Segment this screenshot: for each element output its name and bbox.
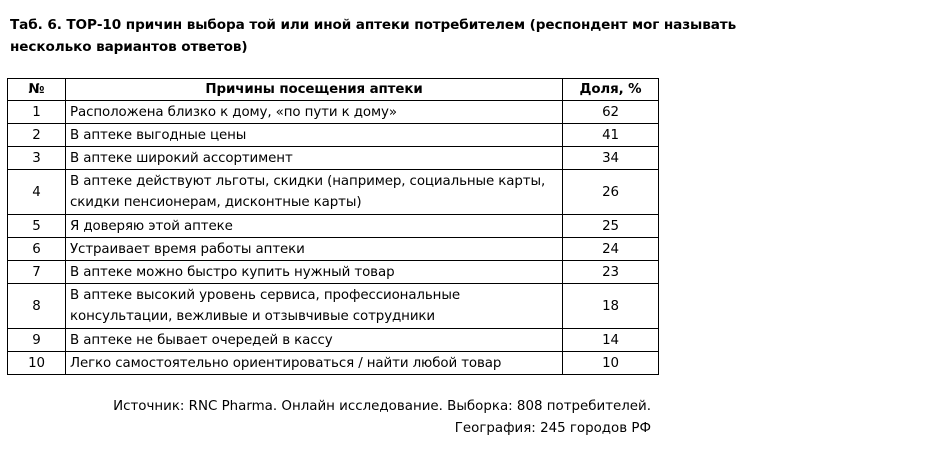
row-number: 6 — [8, 238, 66, 261]
row-share: 23 — [563, 261, 659, 284]
table-row — [8, 124, 659, 147]
row-share: 18 — [563, 284, 659, 329]
source-line: Источник: RNC Pharma. Онлайн исследование. Выборка: 808 потребителей. — [113, 399, 651, 414]
row-number: 7 — [8, 261, 66, 284]
row-number: 9 — [8, 329, 66, 352]
table-row — [8, 215, 659, 238]
table-row — [8, 352, 659, 375]
row-number: 2 — [8, 124, 66, 147]
row-reason: В аптеке широкий ассортимент — [66, 147, 563, 170]
table-row — [8, 101, 659, 124]
row-number: 3 — [8, 147, 66, 170]
source-note — [0, 396, 651, 440]
row-reason: В аптеке действуют льготы, скидки (например, социальные карты, скидки пенсионерам, дисконтные карты) — [66, 170, 563, 215]
table-row — [8, 147, 659, 170]
table-row — [8, 238, 659, 261]
table-row — [8, 261, 659, 284]
row-share: 34 — [563, 147, 659, 170]
table-row — [8, 170, 659, 215]
row-reason: В аптеке выгодные цены — [66, 124, 563, 147]
reasons-table — [7, 78, 659, 375]
column-header-reason: Причины посещения аптеки — [66, 79, 563, 101]
table-row — [8, 329, 659, 352]
row-number: 5 — [8, 215, 66, 238]
row-number: 10 — [8, 352, 66, 375]
row-share: 26 — [563, 170, 659, 215]
row-reason: В аптеке высокий уровень сервиса, профессиональные консультации, вежливые и отзывчивые сотрудники — [66, 284, 563, 329]
row-share: 41 — [563, 124, 659, 147]
geography-line: География: 245 городов РФ — [454, 421, 651, 436]
row-share: 14 — [563, 329, 659, 352]
row-number: 8 — [8, 284, 66, 329]
row-reason: В аптеке не бывает очередей в кассу — [66, 329, 563, 352]
row-number: 4 — [8, 170, 66, 215]
row-share: 10 — [563, 352, 659, 375]
row-reason: Расположена близко к дому, «по пути к дому» — [66, 101, 563, 124]
row-share: 25 — [563, 215, 659, 238]
table-title: Таб. 6. ТОР-10 причин выбора той или иной аптеки потребителем (респондент мог называть несколько вариантов ответов) — [10, 17, 737, 55]
column-header-num: № — [8, 79, 66, 101]
table-row — [8, 284, 659, 329]
table-header-row — [8, 79, 659, 101]
row-share: 24 — [563, 238, 659, 261]
row-number: 1 — [8, 101, 66, 124]
row-reason: Легко самостоятельно ориентироваться / найти любой товар — [66, 352, 563, 375]
row-reason: Устраивает время работы аптеки — [66, 238, 563, 261]
column-header-share: Доля, % — [563, 79, 659, 101]
row-reason: В аптеке можно быстро купить нужный товар — [66, 261, 563, 284]
row-share: 62 — [563, 101, 659, 124]
row-reason: Я доверяю этой аптеке — [66, 215, 563, 238]
